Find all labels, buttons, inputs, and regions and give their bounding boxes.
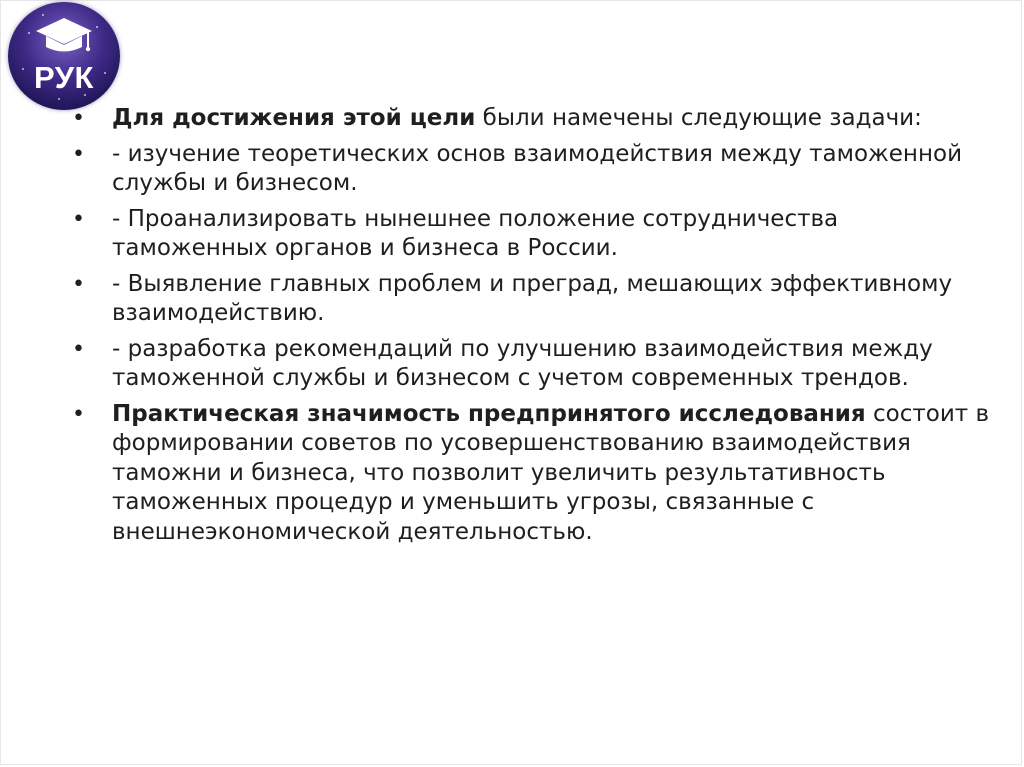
list-item (60, 140, 990, 199)
list-item (60, 270, 990, 329)
bullet-marker: • (72, 336, 85, 362)
bullet-marker: • (72, 401, 85, 427)
bullet-list (60, 104, 990, 553)
ruk-logo (8, 2, 120, 110)
bullet-marker: • (72, 106, 85, 131)
item-text: были намечены следующие задачи: (475, 105, 922, 131)
bullet-marker: • (72, 206, 85, 232)
list-item (60, 205, 990, 264)
graduation-cap-icon (34, 16, 94, 58)
item-text: - изучение теоретических основ взаимодействия между таможенной службы и бизнесом. (112, 140, 963, 196)
item-text: - разработка рекомендаций по улучшению взаимодействия между таможенной службы и бизнесом с учетом современных трендов. (112, 335, 933, 391)
item-text: состоит в формировании советов по усовершенствованию взаимодействия таможни и бизнеса, что позволит увеличить результативность таможенных процедур и уменьшить угрозы, связанные с внешнеэкономической деятельностью. (112, 400, 990, 545)
list-item (60, 335, 990, 394)
item-text: - Проанализировать нынешнее положение сотрудничества таможенных органов и бизнеса в России. (112, 205, 839, 261)
bullet-marker: • (72, 141, 85, 167)
logo-text: РУК (34, 60, 94, 95)
bullet-marker: • (72, 271, 85, 297)
list-item (60, 104, 990, 134)
item-text: - Выявление главных проблем и преград, мешающих эффективному взаимодействию. (112, 270, 953, 326)
item-bold-text: Для достижения этой цели (112, 105, 476, 131)
item-bold-text: Практическая значимость предпринятого исследования (112, 400, 866, 427)
list-item (60, 400, 990, 548)
